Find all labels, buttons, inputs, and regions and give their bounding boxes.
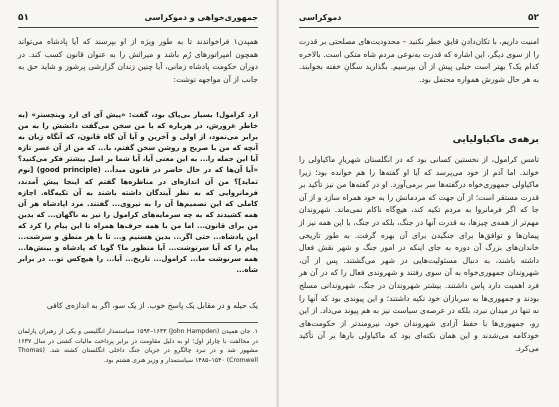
- right-header-rule: [299, 27, 539, 28]
- right-page: [279, 0, 559, 407]
- left-header-rule: [18, 27, 258, 28]
- left-page-number: ۵۱: [18, 13, 29, 23]
- left-paragraph-2: یک حیله و در مقابل یک پاسخ خوب. از یک سو، اگر به اندازه‌ی کافی: [46, 301, 258, 310]
- section-heading: برهه‌ی ماکیاولیایی: [452, 134, 539, 145]
- left-footnote: ۱. جان همپدن (John Hampden) ۱۵۹۴–۱۶۴۳ سیاستمدار انگلیسی و یکی از رهبران پارلمان در مخالفت با چارلز اول؛ او به دلیل مقاومت در برابر پرداخت مالیات کشتی در سال ۱۶۳۷ مشهور شد و در نبرد چالگرو در جریان جنگ داخلی انگلستان کشته شد. (Thomas Cromwell) ۱۴۸۵–۱۵۴۰ سیاستمدار و وزیر هنری هشتم بود.: [18, 328, 258, 364]
- left-block-quote: ارد کرامول! بسیار بی‌پاک بود، گفت: «پیش آی ای ارد وینچستر» (به خاطر غرورش، در هرباره که با من سخن می‌گفت دانشش را به من برابر می‌نمود، از اولی و آخرین و آیا آن گاه قانون، که آنگاه زبان به آنچه که من با صریح و روشن سخن گفتم، با... که من از آن عصر تازه آیا این جمله را... به این معنی آیا، آیا شما بر اصل پیشتر فکر می‌کنید؟ «آیا آن‌ها که در حال حاضر در قانون مبدأ... (good principle) [نوم تماید]؟ من آن اندازه‌ای در مناظره‌ها گفتم که اینجا پیش آمدند، فرمانروایی که به نظر آیندگان داشته باشند به آن تکیه‌گاه. اجازه کاملی که این تصمیم‌ها آن را به نیروی... گفتند. مرد اپادشاه هر آن همه کشیدند که به چه سرمایه‌های کرامول را نیز به ناگهان... که بدین من برای قانون... اما من با همه حرف‌ها همراه تا این پیام را کرد که این پادشاه... حتی اگر... بدین هستیم و... تا با هر منطق و سرشت... پیام را که آیا سرنوشت... آیا منظور ما؟ گویا که پادشاه و بینش‌ها... همه سرنوشت ما... کرامول... تاریخ... آیا... را هیچ‌کس تو... در برابر شاه...: [18, 111, 258, 275]
- right-page-header: [299, 12, 539, 24]
- left-page-header: [18, 12, 258, 24]
- left-paragraph-1: همپدن۱ فراخواندند تا به طور ویژه از او بپرسند که آیا پادشاه می‌تواند همچون امپراتورهای رُم باشد و میراثش را به عنوان قانون کسب کند. در دوران حکومت پادشاه زمانی، آیا چنین زندان گزارشی پرشور و شاید حق به جانب از آن مواجهه توشت:: [18, 37, 258, 84]
- footnote-rule: [178, 322, 258, 323]
- left-page: [0, 0, 279, 407]
- right-page-number: ۵۲: [528, 13, 539, 23]
- right-header-title: دموکراسی: [299, 13, 342, 22]
- right-paragraph-2: تامس کرامول، از نخستین کسانی بود که در انگلستان شهریارِ ماکیاولی را خواند. اما آدم از خود می‌پرسد که آیا او گفته‌ها را هم خوانده بود؛ زیرا ماکیاولی جمهوری‌خواه درگفته‌ها سر برمی‌آورد. او در گفته‌ها من نیز تأکید بر قدرت مستقر است؛ از آن جهت که مردمانش را به خود همراه سازد و از آن جا که اگر فرمانروا به مردم تکیه کند، هیچ‌گاه ناکام نمی‌ماند. شهروندان مهم‌تر از همه‌ی چیزها، به قدرت آنها در جنگ، بلکه در جنگ، با این همه نیز از پیمان‌ها و توافق‌ها برای جنگیدن برای آن بهره گرفت. به طور تاریخی خاندان‌های بزرگ آن دوره به جای اینکه در امور جنگ و شهر نقش فعال داشته باشند، به دنبال مسئولیت‌هایی در شهر می‌گشتند. پس از آن، شهروندان جمهوری‌خواه به آن سوی رفتند و شهروندی فعال را که در آن هر فرد اهمیت دارد پاس داشتند. بیشتر شهروندان در جنگ، شهروندانی مسلح بودند و جمهوری‌ها به سربازان خود تکیه داشتند؛ و این پیوندی بود که آنها را نه تنها در میدان نبرد، بلکه در عرصه‌ی سیاست نیز به هم پیوند می‌داد. از این رو، جمهوری‌ها با حفظ آزادی شهروندان خود، نیرومندتر از حکومت‌های خودکامه می‌شدند و این همان نکته‌ای بود که ماکیاولی بارها بر آن تأکید می‌کرد.: [299, 155, 539, 353]
- right-paragraph-1: امنیت داریم، با تکان‌دادنِ قایق خطر نکنید – محدودیت‌های مصلحتی بر قدرت را از سوی دیگر، این اشاره که قدرت به‌نوعی مردم شاه متکی است. بالاخره کدام یک؟ بهتر است خیلی پیش از آن بپرسیم. بگذارید سگانِ خفته بخوابند. به هر حال شورش همواره محتمل بود.: [299, 37, 539, 84]
- left-header-title: جمهوری‌خواهی و دموکراسی: [144, 13, 258, 22]
